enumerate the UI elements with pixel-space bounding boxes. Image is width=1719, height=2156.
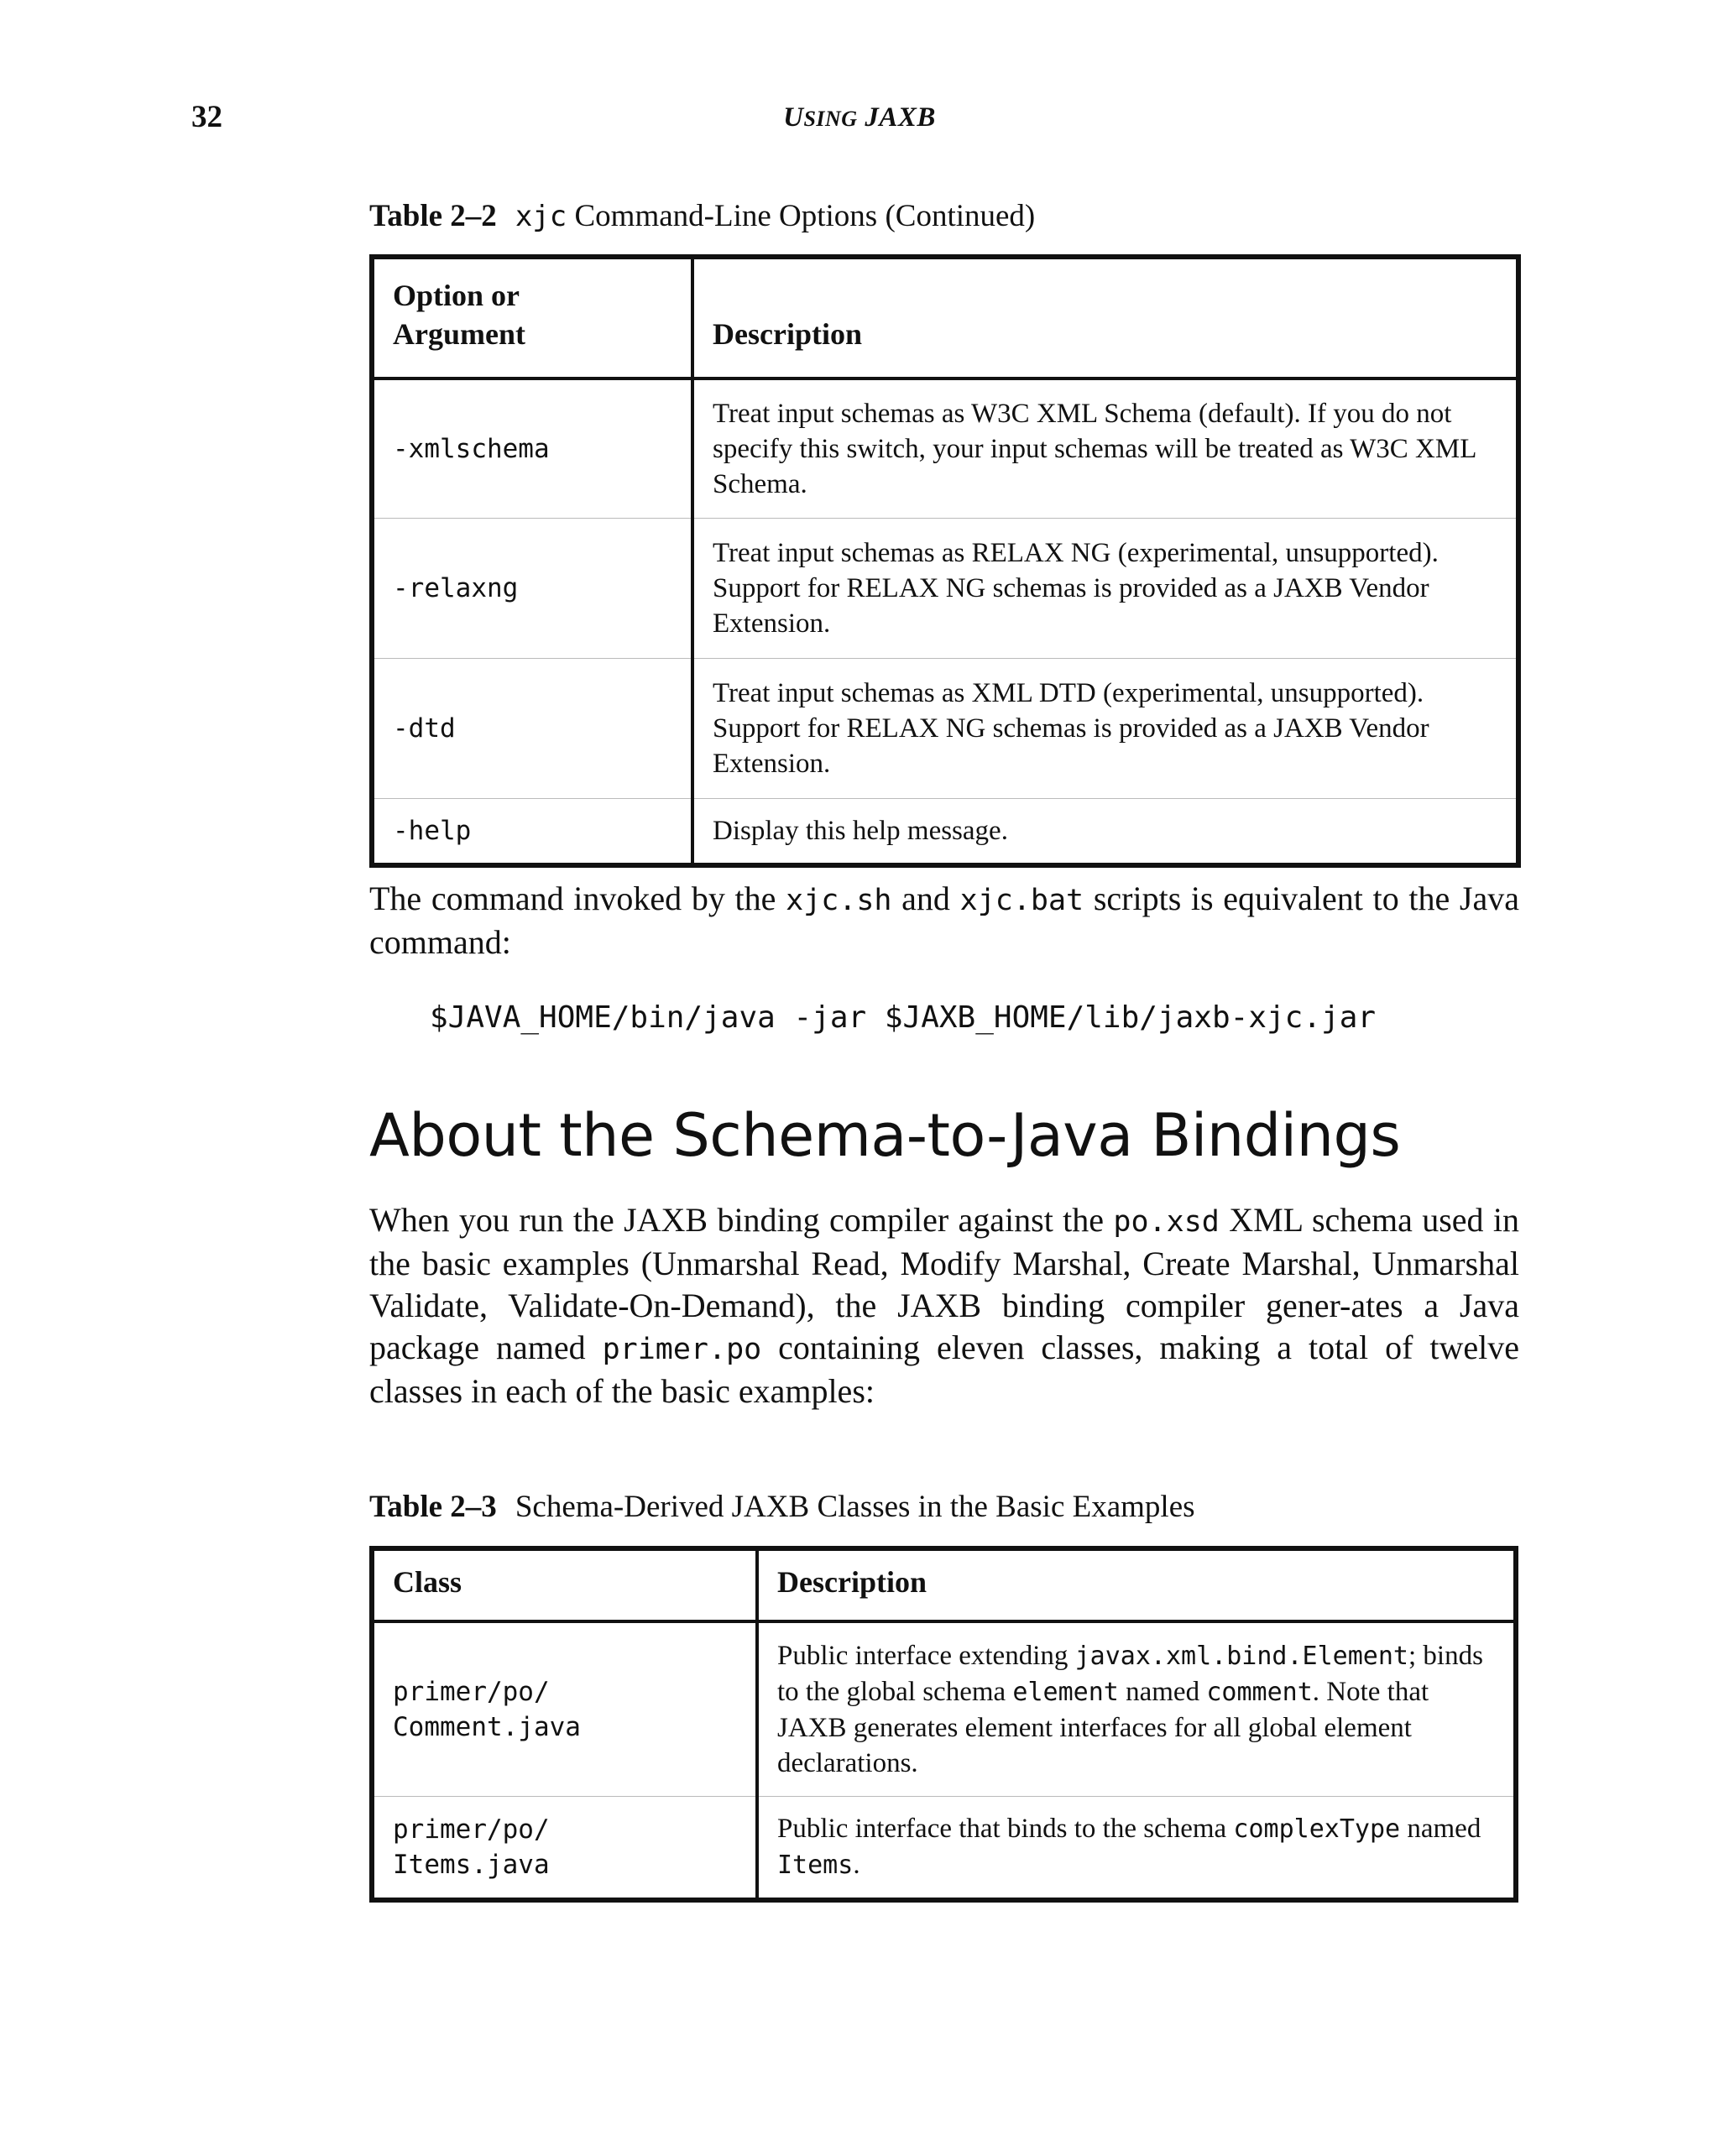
col-description-header: Description	[757, 1548, 1516, 1621]
table1-label: Table 2–2	[369, 199, 497, 233]
options-table-header	[372, 257, 1518, 378]
para2-text-3: containing eleven classes, making a total of twelve classes in each of the basic examples:	[369, 1329, 1519, 1410]
table-row	[372, 658, 1518, 798]
paragraph-xjc-command	[369, 878, 1519, 963]
description-cell	[757, 1621, 1516, 1796]
desc-code: complexType	[1233, 1814, 1401, 1844]
paragraph-bindings	[369, 1199, 1519, 1412]
col-option-line1: Option or	[393, 279, 520, 312]
table1-caption	[369, 198, 1035, 234]
col-class-header: Class	[372, 1548, 757, 1621]
description-cell: Display this help message.	[692, 798, 1518, 865]
description-cell	[757, 1796, 1516, 1900]
para2-text-1: When you run the JAXB binding compiler against the	[369, 1201, 1114, 1239]
class-path: primer/po/	[393, 1814, 550, 1845]
table2-label: Table 2–3	[369, 1490, 497, 1524]
table-row	[372, 798, 1518, 865]
description-cell: Treat input schemas as XML DTD (experimental, unsupported). Support for RELAX NG schemas is provided as a JAXB Vendor Extension.	[692, 658, 1518, 798]
description-cell: Treat input schemas as W3C XML Schema (default). If you do not specify this switch, your input schemas will be treated as W3C XML Schema.	[713, 398, 1476, 499]
section-heading: About the Schema-to-Java Bindings	[369, 1101, 1401, 1170]
running-head-initial: U	[783, 102, 804, 133]
option-cell: -relaxng	[372, 518, 692, 658]
col-option-line2: Argument	[393, 317, 525, 351]
running-head	[0, 102, 1719, 133]
running-head-rest: JAXB	[857, 102, 936, 133]
table-row	[372, 378, 1518, 518]
page-number: 32	[191, 100, 222, 134]
desc-text: named	[1118, 1676, 1207, 1707]
option-cell: -help	[372, 798, 692, 865]
description-cell: Treat input schemas as RELAX NG (experimental, unsupported). Support for RELAX NG schemas is provided as a JAXB Vendor Extension.	[692, 518, 1518, 658]
desc-text: .	[853, 1849, 860, 1880]
para2-code-1: po.xsd	[1113, 1205, 1220, 1239]
desc-code: comment	[1206, 1677, 1313, 1707]
class-file: Comment.java	[393, 1711, 581, 1742]
table1-cmd: xjc	[515, 200, 567, 233]
para1-text-2: and	[891, 880, 960, 917]
class-path: primer/po/	[393, 1676, 550, 1707]
para2-text-2: XML schema used in the basic examples (Unmarshal Read, Modify Marshal, Create Marshal, Unmarshal Validate, Validate-On-Demand), the JAXB binding compiler gener-ates a Java package named	[369, 1201, 1520, 1366]
table-row	[372, 1796, 1516, 1900]
options-table	[369, 254, 1521, 868]
col-option-header	[372, 257, 692, 378]
running-head-smallcaps: SING	[803, 107, 858, 131]
desc-code: javax.xml.bind.Element	[1074, 1641, 1408, 1671]
desc-text: named	[1400, 1813, 1481, 1844]
class-file: Items.java	[393, 1849, 550, 1880]
desc-text: Public interface that binds to the schema	[777, 1813, 1234, 1844]
col-description-header: Description	[692, 257, 1518, 378]
classes-table	[369, 1546, 1518, 1903]
desc-code: Items	[777, 1850, 854, 1880]
class-cell	[372, 1796, 757, 1900]
para1-code-1: xjc.sh	[786, 884, 892, 917]
para1-code-2: xjc.bat	[959, 884, 1084, 917]
para1-text-1: The command invoked by the	[369, 880, 786, 917]
table-row	[372, 1621, 1516, 1796]
table2-caption	[369, 1489, 1195, 1525]
para1-text-3: scripts is equivalent to the Java command:	[369, 880, 1519, 961]
desc-text: ; binds to the global schema	[777, 1640, 1483, 1707]
classes-table-header	[372, 1548, 1516, 1621]
desc-text: . Note that JAXB generates element interfaces for all global element declarations.	[777, 1676, 1429, 1778]
desc-code: element	[1012, 1677, 1119, 1707]
para2-code-2: primer.po	[602, 1333, 762, 1366]
table1-title: Command-Line Options (Continued)	[567, 199, 1036, 233]
option-cell: -dtd	[372, 658, 692, 798]
table-row	[372, 518, 1518, 658]
code-example: $JAVA_HOME/bin/java -jar $JAXB_HOME/lib/jaxb-xjc.jar	[430, 1000, 1377, 1035]
class-cell	[372, 1621, 757, 1796]
table2-title: Schema-Derived JAXB Classes in the Basic Examples	[515, 1490, 1195, 1524]
option-cell: -xmlschema	[372, 378, 692, 518]
desc-text: Public interface extending	[777, 1640, 1075, 1671]
